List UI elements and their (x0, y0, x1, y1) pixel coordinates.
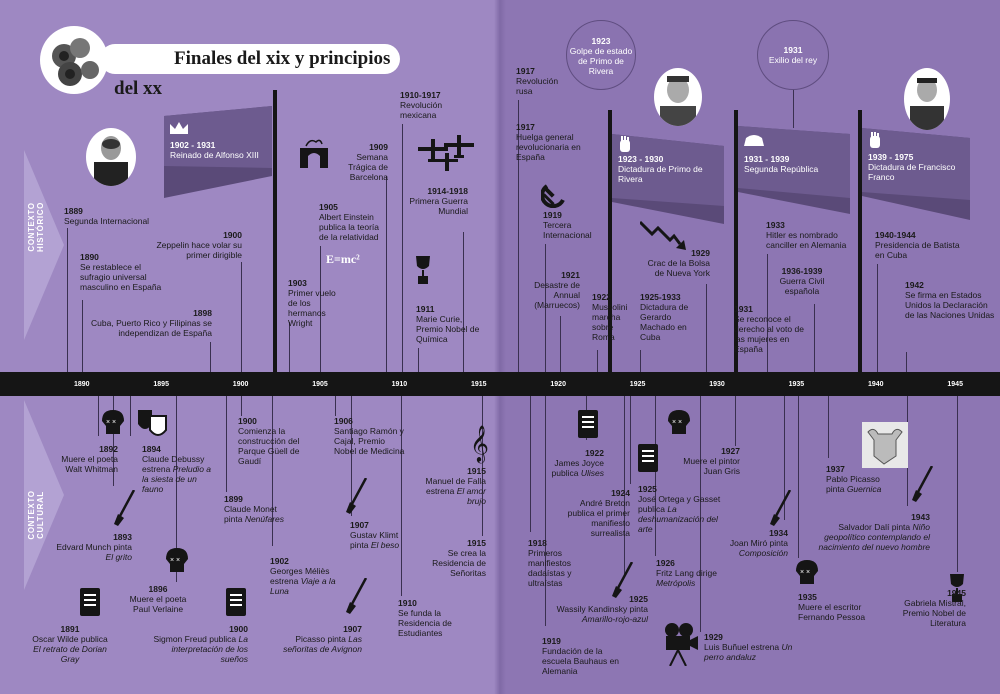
theatre-masks-icon (138, 408, 168, 438)
year-label: 1940 (868, 381, 884, 388)
event-1909: 1909 Semana Trágica de Barcelona (348, 142, 388, 182)
circle-golpe-text: Golpe de estado de Primo de Rivera (569, 46, 633, 76)
hand-icon (618, 136, 632, 152)
treble-clef-icon: 𝄞 (470, 424, 489, 462)
tick-line (640, 350, 641, 372)
event-1921: 1921 Desastre de Annual (Marruecos) (534, 270, 580, 310)
tick-line (402, 124, 403, 372)
flag-primo (612, 134, 728, 224)
event-1911: 1911 Marie Curie, Premio Nobel de Química (416, 304, 480, 344)
tick-line (241, 396, 242, 416)
event-c1945: 1945 Gabriela Mistral, Premio Nobel de Literatura (902, 588, 966, 628)
event-1889: 1889 Segunda Internacional (64, 206, 150, 226)
circle-exilio-year: 1931 (783, 45, 803, 55)
year-label: 1920 (550, 381, 566, 388)
flowers-image (40, 26, 108, 94)
tick-line (130, 396, 131, 436)
event-c1918: 1918 Primeros manifiestos dadaístas y ultraístas (528, 538, 572, 588)
tick-line (630, 396, 631, 484)
year-label: 1895 (153, 381, 169, 388)
brush-icon (770, 490, 792, 526)
page-title (100, 44, 400, 99)
brush-icon (346, 478, 368, 514)
tick-line (877, 264, 878, 372)
event-c1900-freud: 1900 Sigmon Freud publica La interpretación de los sueños (153, 624, 248, 664)
book-icon (638, 444, 658, 472)
tick-line (798, 396, 799, 558)
year-label: 1925 (629, 381, 646, 388)
tick-line (735, 396, 736, 446)
tick-line (624, 396, 625, 574)
event-c1902: 1902 Georges Méliès estrena Viaje a la Luna (270, 556, 336, 596)
event-c1896: 1896 Muere el poeta Paul Verlaine (129, 584, 187, 614)
skull-icon (668, 410, 690, 434)
brush-icon (912, 466, 934, 502)
tick-line (386, 176, 387, 372)
skull-icon (166, 548, 188, 572)
tick-line (241, 262, 242, 372)
roses-icon (40, 26, 108, 94)
bull-icon (862, 422, 908, 468)
flag-republica-text: Segunda República (744, 164, 819, 174)
event-c1934: 1934 Joan Miró pinta Composición (729, 528, 788, 558)
brush-icon (612, 562, 634, 598)
tick-line (226, 396, 227, 492)
year-label: 1915 (471, 381, 487, 388)
svg-text:× ×: × × (170, 557, 181, 564)
tick-line (706, 284, 707, 372)
event-c1907-picasso: 1907 Picasso pinta Las señoritas de Avignon (283, 624, 362, 654)
page-title-text: Finales del xix y principios del xx (114, 48, 391, 99)
event-c1929: 1929 Luis Buñuel estrena Un perro andaluz (704, 632, 793, 662)
tick-line (957, 396, 958, 572)
svg-text:× ×: × × (800, 569, 811, 576)
event-1898: 1898 Cuba, Puerto Rico y Filipinas se independizan de España (91, 308, 212, 338)
flag-alfonso (164, 106, 276, 198)
event-1900-zeppelin: 1900 Zeppelin hace volar su primer dirigible (156, 230, 242, 260)
crown-icon (744, 134, 764, 146)
tick-line (67, 228, 68, 372)
flag-alfonso-years: 1902 - 1931 (170, 140, 216, 150)
gate-icon (300, 138, 328, 168)
svg-text:× ×: × × (106, 419, 117, 426)
circle-exilio (757, 20, 829, 90)
event-1890: 1890 Se restablece el sufragio universal masculino en España (80, 252, 162, 292)
portrait-alfonso (86, 128, 136, 186)
year-label: 1890 (74, 381, 90, 388)
flag-primo-text: Dictadura de Primo de Rivera (618, 164, 703, 184)
event-c1935: 1935 Muere el escritor Fernando Pessoa (798, 592, 866, 622)
event-c1892: 1892 Muere el poeta Walt Whitman (61, 444, 118, 474)
event-c1943: 1943 Salvador Dalí pinta Niño geopolítico contemplando el nacimiento del nuevo hombre (818, 512, 930, 552)
portrait-franco (904, 68, 950, 130)
tick-line (560, 316, 561, 372)
event-1942: 1942 Se firma en Estados Unidos la Declaración de las Naciones Unidas (905, 280, 995, 320)
event-c1924: 1924 André Breton publica el primer manifiesto surrealista (567, 488, 630, 538)
event-c1919: 1919 Fundación de la escuela Bauhaus en Alemania (542, 636, 620, 676)
hammer-sickle-icon (541, 182, 567, 208)
tick-line (98, 396, 99, 436)
formula-emc2: E=mc² (326, 252, 360, 266)
year-label: 1910 (391, 381, 408, 388)
flag-franco (862, 128, 974, 220)
year-label: 1935 (788, 381, 805, 388)
crown-icon (170, 122, 188, 134)
event-1933: 1933 Hitler es nombrado canciller en Alemania (766, 220, 847, 250)
tick-line (793, 88, 794, 128)
circle-golpe-year: 1923 (591, 36, 611, 46)
flag-primo-years: 1923 - 1930 (618, 154, 664, 164)
flag-alfonso-text: Reinado de Alfonso XIII (170, 150, 259, 160)
label-contexto-historico: CONTEXTO HISTÓRICO (27, 202, 45, 252)
event-1929: 1929 Crac de la Bolsa de Nueva York (647, 248, 710, 278)
tick-line (597, 350, 598, 372)
timeline-axis (0, 372, 1000, 396)
event-c1915-falla: 1915 Manuel de Falla estrena El amor brujo (425, 466, 486, 506)
tick-line (82, 300, 83, 372)
brush-icon (114, 490, 136, 526)
skull-icon (796, 560, 818, 584)
tick-line (418, 348, 419, 372)
hand-icon (868, 132, 882, 148)
tick-line (335, 396, 336, 416)
event-1905: 1905 Albert Einstein publica la teoría de la relatividad (319, 202, 380, 242)
tick-line (814, 304, 815, 372)
event-c1900-gaudi: 1900 Comienza la construcción del Parque Güell de Gaudí (238, 416, 300, 466)
event-1903: 1903 Primer vuelo de los hermanos Wright (288, 278, 336, 328)
film-camera-icon (664, 622, 698, 666)
event-c1910: 1910 Se funda la Residencia de Estudiantes (398, 598, 452, 638)
event-c1899: 1899 Claude Monet pinta Nenúfares (224, 494, 285, 524)
event-1917-huelga: 1917 Huelga general revolucionaria en España (516, 122, 581, 162)
event-c1907-klimt: 1907 Gustav Klimt pinta El beso (350, 520, 400, 550)
event-c1922: 1922 James Joyce publica Ulises (551, 448, 604, 478)
event-c1927: 1927 Muere el pintor Juan Gris (683, 446, 740, 476)
event-c1891: 1891 Oscar Wilde publica El retrato de Dorian Gray (32, 624, 108, 664)
event-c1925-ortega: 1925 José Ortega y Gasset publica La deshumanización del arte (638, 484, 721, 534)
event-c1926: 1926 Fritz Lang dirige Metrópolis (656, 558, 717, 588)
page-spine (494, 0, 506, 694)
year-label: 1900 (232, 381, 249, 388)
event-1931: 1931 Se reconoce el derecho al voto de las mujeres en España (734, 304, 804, 354)
book-icon (226, 588, 246, 616)
year-label: 1930 (709, 381, 725, 388)
event-1919: 1919 Tercera Internacional (543, 210, 592, 240)
skull-icon (102, 410, 124, 434)
event-1940-1944: 1940-1944 Presidencia de Batista en Cuba (875, 230, 960, 260)
tick-line (906, 352, 907, 372)
label-contexto-cultural: CONTEXTO CULTURAL (27, 490, 45, 540)
tick-line (530, 396, 531, 532)
tick-line (463, 232, 464, 372)
event-c1937: 1937 Pablo Picasso pinta Guernica (826, 464, 882, 494)
event-c1894: 1894 Claude Debussy estrena Preludio a la siesta de un fauno (142, 444, 212, 494)
tick-line (545, 396, 546, 626)
flag-franco-text: Dictadura de Francisco Franco (868, 162, 956, 182)
brush-icon (346, 578, 368, 614)
tick-line (289, 322, 290, 372)
portrait-primo (654, 68, 702, 126)
airplane-icon (414, 135, 478, 173)
circle-exilio-text: Exilio del rey (768, 55, 818, 65)
flag-republica-years: 1931 - 1939 (744, 154, 790, 164)
circle-golpe (566, 20, 636, 90)
event-c1915-senoritas: 1915 Se crea la Residencia de Señoritas (432, 538, 486, 578)
svg-text:× ×: × × (672, 419, 683, 426)
year-label: 1945 (947, 381, 963, 388)
event-c1925-kandinsky: 1925 Wassily Kandinsky pinta Amarillo-rojo-azul (556, 594, 648, 624)
book-icon (80, 588, 100, 616)
event-1925-1933: 1925-1933 Dictadura de Gerardo Machado en Cuba (640, 292, 689, 342)
flag-franco-years: 1939 - 1975 (868, 152, 914, 162)
down-trend-arrow-icon (640, 220, 686, 250)
event-c1906: 1906 Santiago Ramón y Cajal, Premio Nobel de Medicina (334, 416, 405, 456)
flag-republica (738, 126, 854, 216)
event-1922: 1922 Mussolini marcha sobre Roma (592, 292, 628, 342)
tick-line (828, 396, 829, 458)
event-1914-1918: 1914-1918 Primera Guerra Mundial (409, 186, 468, 216)
tick-line (210, 342, 211, 372)
trophy-icon (414, 256, 432, 284)
event-1910-1917: 1910-1917 Revolución mexicana (400, 90, 443, 120)
book-icon (578, 410, 598, 438)
event-1936-1939: 1936-1939 Guerra Civil española (779, 266, 825, 296)
year-label: 1905 (312, 381, 328, 388)
event-c1893: 1893 Edvard Munch pinta El grito (56, 532, 132, 562)
event-1917-rusa: 1917 Revolución rusa (516, 66, 559, 96)
